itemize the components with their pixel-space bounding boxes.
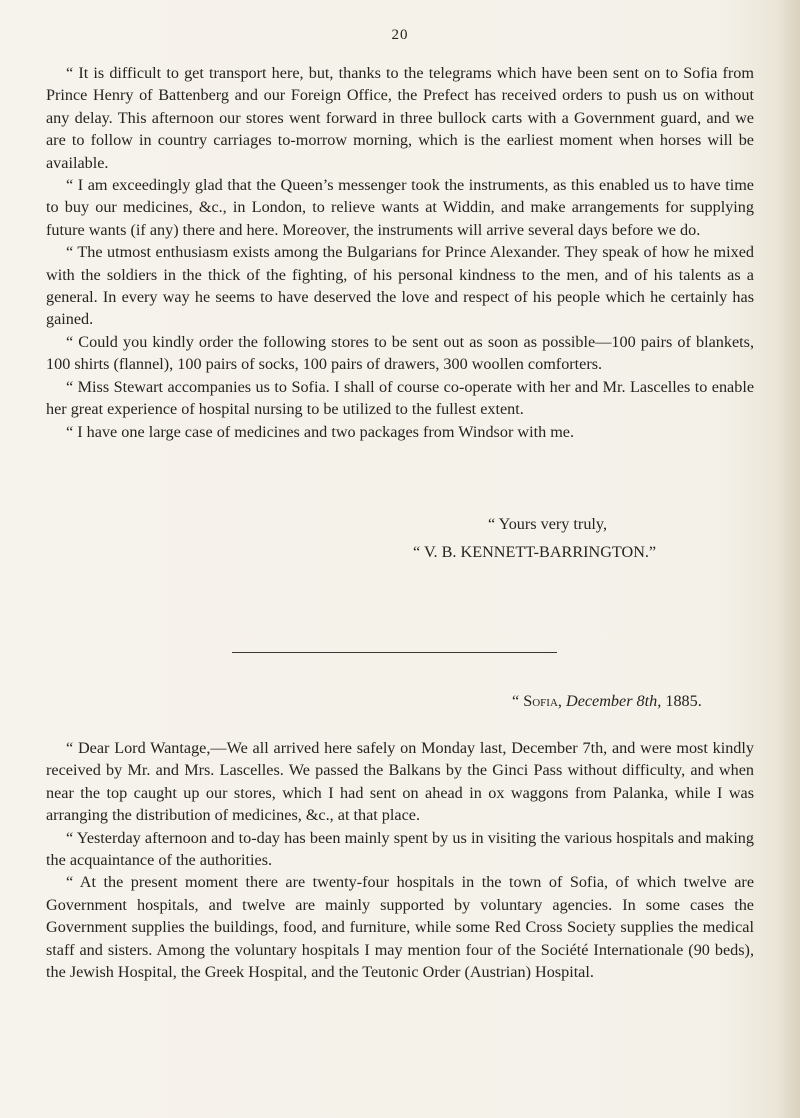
dateline-year: 1885.: [661, 692, 702, 710]
paragraph: “ Miss Stewart accompanies us to Sofia. I shall of course co-operate with her and Mr. Lascelles to enable her great experience of hospital nursing to be utilized to the fullest extent.: [46, 377, 754, 419]
paragraph: “ Yesterday afternoon and to-day has been mainly spent by us in visiting the various hospitals and making the acquaintance of the authorities.: [46, 828, 754, 870]
letter-closing: “ Yours very truly,: [488, 515, 608, 533]
paragraph: “ I have one large case of medicines and two packages from Windsor with me.: [66, 422, 575, 441]
paragraph: “ I am exceedingly glad that the Queen’s messenger took the instruments, as this enabled us to have time to buy our medicines, &c., in London, to relieve wants at Widdin, and make arrangements for supplying future wants (if any) there and here. Moreover, the instruments will arrive several days before we do.: [46, 176, 754, 239]
paragraph: “ Could you kindly order the following stores to be sent out as soon as possible—100 pairs of blankets, 100 shirts (flannel), 100 pairs of socks, 100 pairs of drawers, 300 woollen comforters.: [46, 332, 754, 374]
letter-dateline: [512, 692, 702, 711]
paragraph: “ Dear Lord Wantage,—We all arrived here safely on Monday last, December 7th, and were most kindly received by Mr. and Mrs. Lascelles. We passed the Balkans by the Ginci Pass without difficulty, and when near the top caught up our stores, which I had sent on ahead in ox waggons from Palanka, while I was arranging the distribution of medicines, &c., at that place.: [46, 739, 754, 825]
section-divider: [232, 652, 557, 653]
letter-signature: “ V. B. KENNETT-BARRINGTON.”: [413, 543, 657, 561]
page-number: 20: [391, 27, 409, 43]
dateline-place: Sofia,: [523, 692, 562, 710]
paragraph: “ It is difficult to get transport here, but, thanks to the telegrams which have been sent on to Sofia from Prince Henry of Battenberg and our Foreign Office, the Prefect has received orders to push us on without any delay. This afternoon our stores went forward in three bullock carts with a Government guard, and we are to follow in country carriages to-morrow morning, which is the earliest moment when horses will be available.: [46, 64, 754, 172]
letter-body-1: [46, 62, 754, 443]
dateline-quote: “: [512, 692, 524, 710]
paragraph: “ The utmost enthusiasm exists among the Bulgarians for Prince Alexander. They speak of how he mixed with the soldiers in the thick of the fighting, of his personal kindness to the men, and of his talents as a general. In every way he seems to have deserved the love and respect of his people which he certainly has gained.: [46, 243, 754, 329]
dateline-date: December 8th,: [566, 692, 662, 710]
paragraph: “ At the present moment there are twenty-four hospitals in the town of Sofia, of which twelve are Government hospitals, and twelve are mainly supported by voluntary agencies. In some cases the Government supplies the buildings, food, and furniture, while some Red Cross Society supplies the medical staff and sisters. Among the voluntary hospitals I may mention four of the Société Internationale (90 beds), the Jewish Hospital, the Greek Hospital, and the Teutonic Order (Austrian) Hospital.: [46, 873, 754, 982]
letter-body-2: [46, 737, 754, 983]
